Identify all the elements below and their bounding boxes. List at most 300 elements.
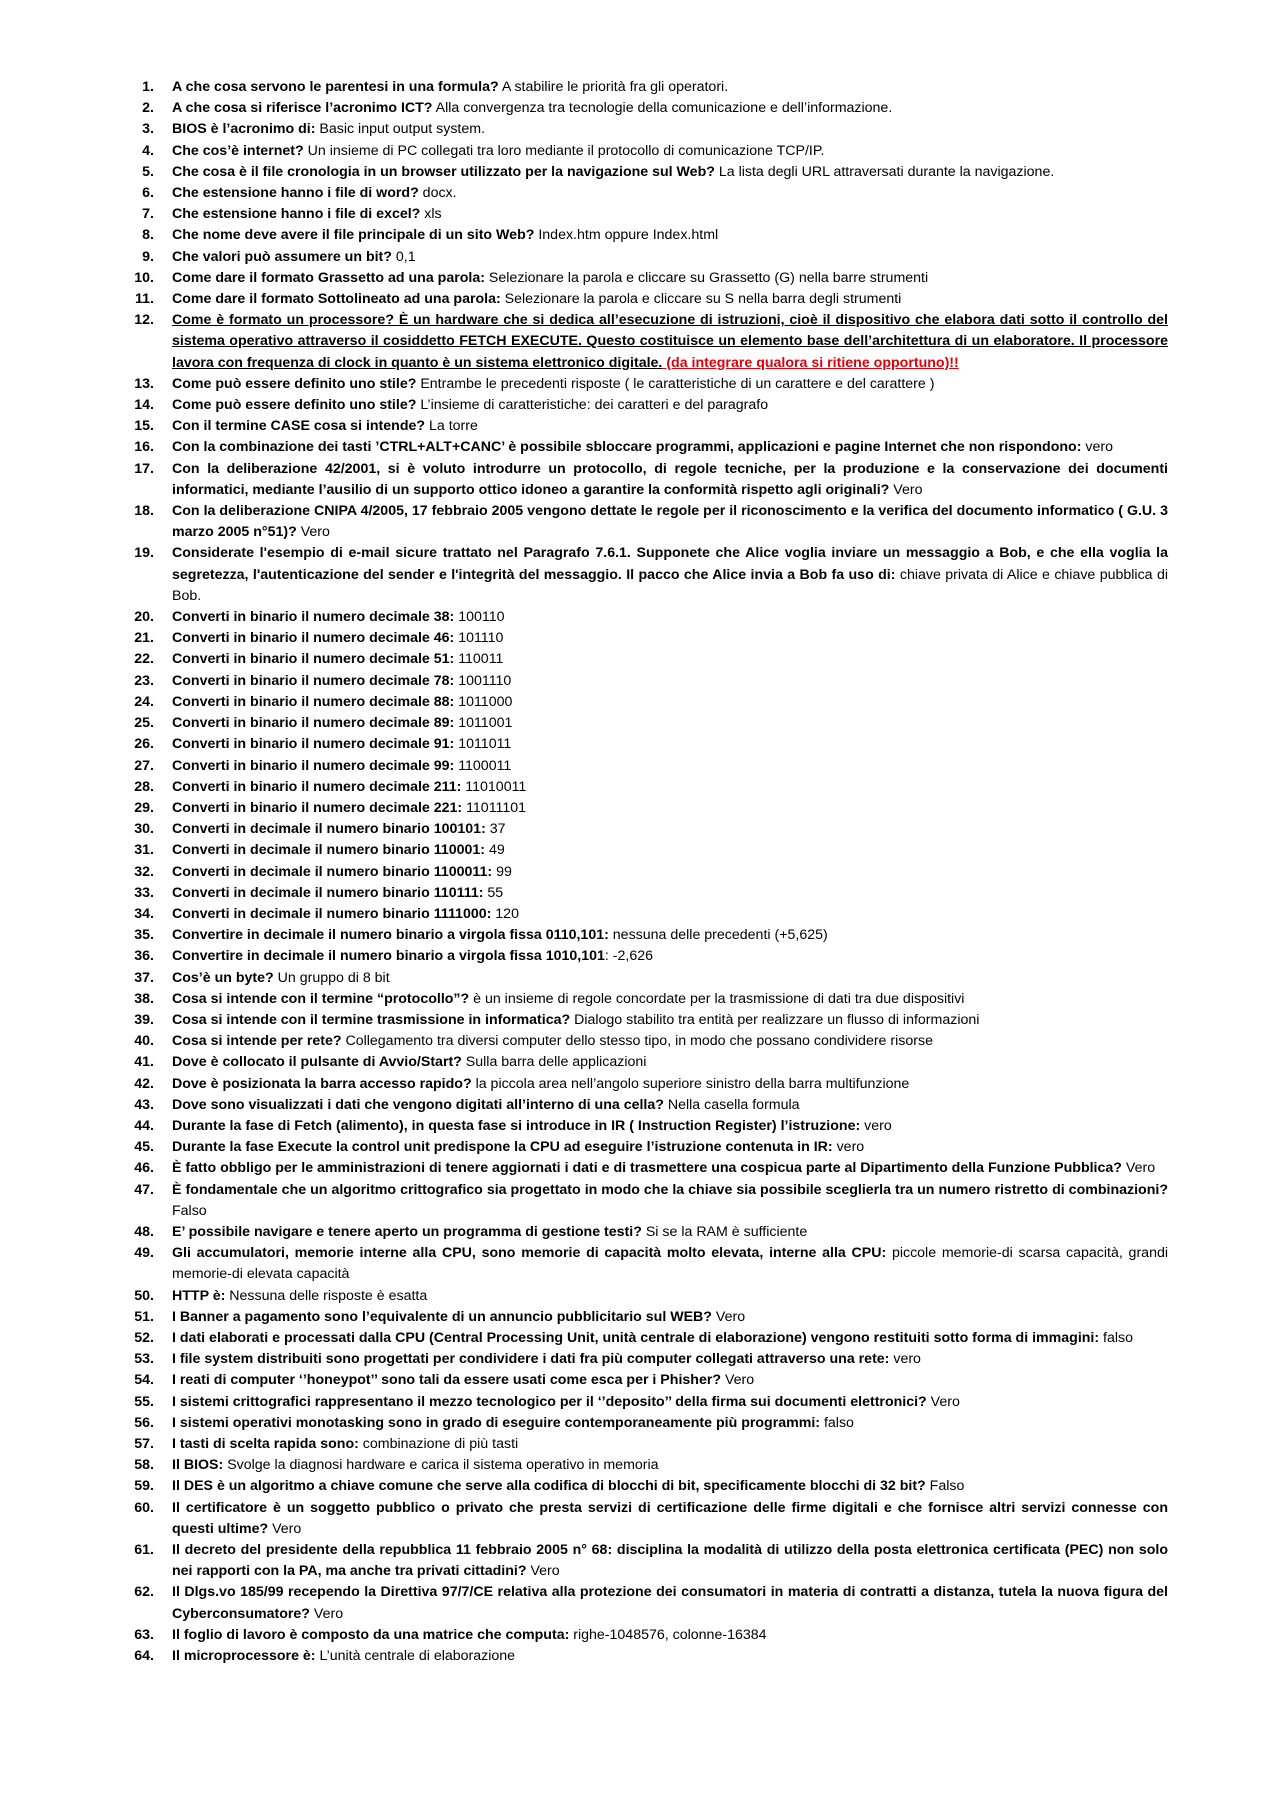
question-text: Converti in binario il numero decimale 88: xyxy=(172,693,455,710)
question-text: Cosa si intende per rete? xyxy=(172,1033,342,1050)
item-number: 50. xyxy=(134,1287,154,1304)
item-number: 40. xyxy=(134,1033,154,1050)
item-text xyxy=(172,649,1168,670)
question-text: Come è formato un processore? È un hardware che si dedica all’esecuzione di istruzioni, cioè il dispositivo che elabora dati sotto il controllo del sistema operativo attraverso il cosiddetto FETCH EXECUTE. Questo costituisce un elemento base dell’architettura di un elaboratore. Il processore lavora con frequenza di clock in quanto è un sistema elettronico digitale. xyxy=(172,312,1168,371)
item-text xyxy=(172,883,1168,904)
list-item xyxy=(108,77,1168,98)
answer-text: : -2,626 xyxy=(604,948,654,965)
question-text: È fatto obbligo per le amministrazioni di tenere aggiornati i dati e di trasmettere una cospicua parte al Dipartimento della Funzione Pubblica? xyxy=(172,1160,1122,1177)
answer-text: 1100011 xyxy=(454,757,512,774)
list-item xyxy=(108,437,1168,458)
item-number: 38. xyxy=(134,990,154,1007)
answer-text: la piccola area nell’angolo superiore sinistro della barra multifunzione xyxy=(471,1075,910,1092)
answer-text: Nessuna delle risposte è esatta xyxy=(225,1287,428,1304)
item-number: 15. xyxy=(134,418,154,435)
item-text xyxy=(172,1370,1168,1391)
answer-text: La torre xyxy=(425,418,478,435)
list-item xyxy=(108,1222,1168,1243)
list-item xyxy=(108,141,1168,162)
question-text: I tasti di scelta rapida sono: xyxy=(172,1436,359,1452)
list-item xyxy=(108,1095,1168,1116)
answer-text: Svolge la diagnosi hardware e carica il sistema operativo in memoria xyxy=(223,1457,659,1474)
item-text xyxy=(172,1540,1168,1582)
item-text xyxy=(172,247,1168,268)
item-number: 47. xyxy=(134,1181,154,1198)
list-item xyxy=(108,395,1168,416)
item-text xyxy=(172,904,1168,925)
item-text xyxy=(172,395,1168,416)
item-text xyxy=(172,310,1168,374)
question-text: Che estensione hanno i file di word? xyxy=(172,185,419,202)
answer-text: Vero xyxy=(711,1308,746,1325)
list-item xyxy=(108,692,1168,713)
answer-text: 120 xyxy=(491,905,519,922)
list-item xyxy=(108,798,1168,819)
item-number: 3. xyxy=(142,121,154,138)
list-item xyxy=(108,713,1168,734)
question-text: Il microprocessore è: xyxy=(172,1648,316,1665)
answer-text: 11011101 xyxy=(462,799,527,816)
question-text: Dove è posizionata la barra accesso rapido? xyxy=(172,1075,472,1092)
question-text: A che cosa si riferisce l’acronimo ICT? xyxy=(172,100,433,117)
answer-text: Vero xyxy=(296,524,330,541)
question-text: Durante la fase di Fetch (alimento), in questa fase si introduce in IR ( Instruction Register) l’istruzione: xyxy=(172,1117,861,1134)
question-text: Converti in binario il numero decimale 91: xyxy=(172,736,455,753)
item-text xyxy=(172,1455,1168,1476)
item-number: 18. xyxy=(134,503,154,520)
qa-document xyxy=(108,77,1168,1667)
question-text: Converti in binario il numero decimale 221: xyxy=(172,799,463,816)
question-text: BIOS è l’acronimo di: xyxy=(172,121,316,138)
list-item xyxy=(108,989,1168,1010)
question-text: Con la combinazione dei tasti ’CTRL+ALT+CANC’ è possibile sbloccare programmi, applicazioni e pagine Internet che non rispondono: xyxy=(172,439,1082,456)
question-text: Converti in binario il numero decimale 89: xyxy=(172,715,455,732)
question-text: E’ possibile navigare e tenere aperto un programma di gestione testi? xyxy=(172,1223,642,1240)
answer-text: Sulla barra delle applicazioni xyxy=(461,1054,647,1071)
list-item xyxy=(108,925,1168,946)
answer-text: 110011 xyxy=(454,651,504,668)
list-item xyxy=(108,1646,1168,1667)
item-text xyxy=(172,798,1168,819)
item-number: 27. xyxy=(134,757,154,774)
question-text: Considerate l'esempio di e-mail sicure trattato nel Paragrafo 7.6.1. Supponete che Alice voglia inviare un messaggio a Bob, e che ella voglia la segretezza, l'autenticazione del sender e l'integrità del messaggio. Il pacco che Alice invia a Bob fa uso di: xyxy=(172,545,1168,583)
list-item xyxy=(108,183,1168,204)
question-text: A che cosa servono le parentesi in una formula? xyxy=(172,79,499,95)
answer-text: Basic input output system. xyxy=(315,121,486,138)
answer-text: vero xyxy=(889,1351,921,1368)
answer-text: Vero xyxy=(268,1520,302,1537)
question-text: Cos’è un byte? xyxy=(172,969,274,986)
answer-text: L’insieme di caratteristiche: dei caratteri e del paragrafo xyxy=(416,397,769,414)
answer-text: 0,1 xyxy=(391,248,416,265)
list-item xyxy=(108,459,1168,501)
answer-text: Alla convergenza tra tecnologie della comunicazione e dell’informazione. xyxy=(432,100,893,117)
item-number: 8. xyxy=(142,227,154,244)
list-item xyxy=(108,119,1168,140)
answer-text: righe-1048576, colonne-16384 xyxy=(569,1626,767,1643)
question-text: Convertire in decimale il numero binario a virgola fissa 1010,101 xyxy=(172,948,605,965)
list-item xyxy=(108,819,1168,840)
item-number: 13. xyxy=(134,375,154,392)
question-text: Il DES è un algoritmo a chiave comune che serve alla codifica di blocchi di bit, specificamente blocchi di 32 bit? xyxy=(172,1478,926,1495)
item-number: 28. xyxy=(134,778,154,795)
item-text xyxy=(172,119,1168,140)
list-item xyxy=(108,628,1168,649)
item-number: 41. xyxy=(134,1054,154,1071)
question-text: Come dare il formato Grassetto ad una parola: xyxy=(172,269,485,286)
item-text xyxy=(172,1286,1168,1307)
list-item xyxy=(108,247,1168,268)
list-item xyxy=(108,946,1168,967)
item-text xyxy=(172,713,1168,734)
answer-text: combinazione di più tasti xyxy=(358,1436,519,1452)
answer-text: vero xyxy=(1081,439,1113,456)
list-item xyxy=(108,374,1168,395)
item-text xyxy=(172,1158,1168,1179)
answer-text: Un insieme di PC collegati tra loro mediante il protocollo di comunicazione TCP/IP. xyxy=(303,142,825,159)
item-number: 63. xyxy=(134,1626,154,1643)
list-item xyxy=(108,416,1168,437)
item-text xyxy=(172,1243,1168,1285)
item-text xyxy=(172,374,1168,395)
item-number: 51. xyxy=(134,1308,154,1325)
item-text xyxy=(172,777,1168,798)
item-text xyxy=(172,607,1168,628)
list-item xyxy=(108,1052,1168,1073)
answer-text: chiave privata di Alice e chiave pubblica di Bob. xyxy=(172,566,1169,604)
question-text: È fondamentale che un algoritmo crittografico sia progettato in modo che la chiave sia possibile sceglierla tra un numero ristretto di combinazioni? xyxy=(172,1181,1168,1198)
item-number: 56. xyxy=(134,1414,154,1431)
item-number: 19. xyxy=(134,545,154,562)
item-text xyxy=(172,183,1168,204)
item-text xyxy=(172,1413,1168,1434)
item-text xyxy=(172,225,1168,246)
list-item xyxy=(108,671,1168,692)
answer-text: è un insieme di regole concordate per la trasmissione di dati tra due dispositivi xyxy=(469,990,965,1007)
item-text xyxy=(172,1031,1168,1052)
answer-text: 1001110 xyxy=(454,672,512,689)
item-text xyxy=(172,1476,1168,1497)
question-text: Converti in binario il numero decimale 38: xyxy=(172,609,455,626)
answer-text: xls xyxy=(420,206,442,223)
item-text xyxy=(172,819,1168,840)
list-item xyxy=(108,904,1168,925)
list-item xyxy=(108,204,1168,225)
item-number: 1. xyxy=(142,79,154,95)
question-text: Il BIOS: xyxy=(172,1457,224,1474)
question-text: Converti in decimale il numero binario 110001: xyxy=(172,842,486,859)
item-number: 53. xyxy=(134,1351,154,1368)
answer-text: Vero xyxy=(1121,1160,1156,1177)
question-text: Converti in binario il numero decimale 51: xyxy=(172,651,455,668)
item-text xyxy=(172,692,1168,713)
item-text xyxy=(172,1180,1168,1222)
answer-text: L’unità centrale di elaborazione xyxy=(315,1648,516,1665)
answer-text: Nella casella formula xyxy=(663,1096,800,1113)
question-text: Converti in decimale il numero binario 100101: xyxy=(172,821,486,838)
list-item xyxy=(108,1392,1168,1413)
item-number: 11. xyxy=(135,291,154,308)
item-number: 64. xyxy=(134,1648,154,1665)
item-number: 25. xyxy=(134,715,154,732)
item-text xyxy=(172,1222,1168,1243)
question-text: I dati elaborati e processati dalla CPU (Central Processing Unit, unità centrale di elaborazione) vengono restituiti sotto forma di immagini: xyxy=(172,1329,1100,1346)
question-text: Converti in binario il numero decimale 211: xyxy=(172,778,462,795)
item-text xyxy=(172,671,1168,692)
list-item xyxy=(108,98,1168,119)
item-number: 32. xyxy=(134,863,154,880)
list-item xyxy=(108,1370,1168,1391)
item-number: 22. xyxy=(134,651,154,668)
answer-text: 1011000 xyxy=(454,693,513,710)
answer-text: La lista degli URL attraversati durante la navigazione. xyxy=(714,163,1055,180)
item-number: 34. xyxy=(134,905,154,922)
item-number: 62. xyxy=(134,1584,154,1601)
question-text: Gli accumulatori, memorie interne alla CPU, sono memorie di capacità molto elevata, interne alla CPU: xyxy=(172,1245,887,1262)
item-text xyxy=(172,946,1168,967)
item-number: 24. xyxy=(134,693,154,710)
answer-text: Selezionare la parola e cliccare su S nella barra degli strumenti xyxy=(500,291,902,308)
answer-text: docx. xyxy=(418,185,457,202)
answer-text: A stabilire le priorità fra gli operatori. xyxy=(498,79,729,95)
item-number: 60. xyxy=(134,1499,154,1516)
answer-text: 101110 xyxy=(454,630,504,647)
item-text xyxy=(172,543,1168,607)
answer-text: 55 xyxy=(483,884,504,901)
item-text xyxy=(172,268,1168,289)
question-text: Il foglio di lavoro è composto da una matrice che computa: xyxy=(172,1626,570,1643)
item-number: 46. xyxy=(134,1160,154,1177)
item-number: 20. xyxy=(134,609,154,626)
item-text xyxy=(172,289,1168,310)
item-number: 4. xyxy=(142,142,154,159)
list-item xyxy=(108,840,1168,861)
item-number: 30. xyxy=(134,821,154,838)
question-text: Converti in binario il numero decimale 78: xyxy=(172,672,455,689)
question-text: Converti in decimale il numero binario 110111: xyxy=(172,884,484,901)
item-number: 16. xyxy=(134,439,154,456)
item-text xyxy=(172,204,1168,225)
list-item xyxy=(108,883,1168,904)
item-number: 7. xyxy=(142,206,154,223)
item-number: 10. xyxy=(134,269,154,286)
item-text xyxy=(172,162,1168,183)
item-number: 23. xyxy=(134,672,154,689)
list-item xyxy=(108,1413,1168,1434)
answer-text: Entrambe le precedenti risposte ( le caratteristiche di un carattere e del carattere ) xyxy=(416,375,935,392)
question-text: Durante la fase Execute la control unit predispone la CPU ad eseguire l’istruzione contenuta in IR: xyxy=(172,1139,833,1156)
answer-text: Falso xyxy=(172,1202,207,1219)
question-text: Dove sono visualizzati i dati che vengono digitati all’interno di una cella? xyxy=(172,1096,664,1113)
item-text xyxy=(172,416,1168,437)
item-text xyxy=(172,141,1168,162)
item-text xyxy=(172,1137,1168,1158)
item-number: 44. xyxy=(134,1117,154,1134)
item-text xyxy=(172,1434,1168,1455)
answer-text: 49 xyxy=(485,842,505,859)
answer-text: Vero xyxy=(721,1372,755,1389)
list-item xyxy=(108,289,1168,310)
question-text: Dove è collocato il pulsante di Avvio/Start? xyxy=(172,1054,462,1071)
item-number: 29. xyxy=(134,799,154,816)
question-text: Come dare il formato Sottolineato ad una parola: xyxy=(172,291,501,308)
list-item xyxy=(108,501,1168,543)
item-text xyxy=(172,1010,1168,1031)
item-number: 35. xyxy=(134,927,154,944)
item-number: 54. xyxy=(134,1372,154,1389)
answer-text: 99 xyxy=(492,863,512,880)
list-item xyxy=(108,968,1168,989)
question-text: Converti in decimale il numero binario 1111000: xyxy=(172,905,492,922)
item-number: 43. xyxy=(134,1096,154,1113)
question-text: Con la deliberazione CNIPA 4/2005, 17 febbraio 2005 vengono dettate le regole per il riconoscimento e la verifica del documento informatico ( G.U. 3 marzo 2005 n°51)? xyxy=(172,503,1168,541)
question-text: I sistemi operativi monotasking sono in grado di eseguire contemporaneamente più programmi: xyxy=(172,1414,821,1431)
item-text xyxy=(172,628,1168,649)
list-item xyxy=(108,1540,1168,1582)
item-text xyxy=(172,98,1168,119)
item-text xyxy=(172,437,1168,458)
item-number: 55. xyxy=(134,1393,154,1410)
answer-text: Selezionare la parola e cliccare su Grassetto (G) nella barre strumenti xyxy=(484,269,929,286)
item-text xyxy=(172,1095,1168,1116)
item-text xyxy=(172,968,1168,989)
answer-text: vero xyxy=(832,1139,865,1156)
answer-text: Vero xyxy=(889,481,923,498)
item-text xyxy=(172,756,1168,777)
list-item xyxy=(108,225,1168,246)
answer-text: vero xyxy=(860,1117,892,1134)
item-text xyxy=(172,1307,1168,1328)
question-text: Con la deliberazione 42/2001, si è voluto introdurre un protocollo, di regole tecniche, per la produzione e la conservazione dei documenti informatici, mediante l’ausilio di un supporto ottico idoneo a garantire la conformità rispetto agli originali? xyxy=(172,460,1168,498)
question-text: Come può essere definito uno stile? xyxy=(172,375,417,392)
list-item xyxy=(108,1286,1168,1307)
item-number: 5. xyxy=(142,163,154,180)
item-text xyxy=(172,989,1168,1010)
list-item xyxy=(108,268,1168,289)
list-item xyxy=(108,310,1168,374)
item-number: 6. xyxy=(142,185,154,202)
item-number: 52. xyxy=(134,1329,154,1346)
answer-text: 11010011 xyxy=(461,778,527,795)
question-text: Converti in binario il numero decimale 99: xyxy=(172,757,455,774)
answer-text: Vero xyxy=(526,1563,560,1580)
item-number: 48. xyxy=(134,1223,154,1240)
list-item xyxy=(108,756,1168,777)
item-text xyxy=(172,1498,1168,1540)
list-item xyxy=(108,734,1168,755)
item-number: 37. xyxy=(134,969,154,986)
list-item xyxy=(108,1074,1168,1095)
item-number: 36. xyxy=(134,948,154,965)
answer-text: piccole memorie-di scarsa capacità, grandi memorie-di elevata capacità xyxy=(172,1245,1168,1283)
answer-text: Si se la RAM è sufficiente xyxy=(641,1223,808,1240)
item-text xyxy=(172,1349,1168,1370)
list-item xyxy=(108,1434,1168,1455)
question-text: Che valori può assumere un bit? xyxy=(172,248,392,265)
question-text: Che cosa è il file cronologia in un browser utilizzato per la navigazione sul Web? xyxy=(172,163,715,180)
question-text: I file system distribuiti sono progettati per condividere i dati fra più computer collegati attraverso una rete: xyxy=(172,1351,890,1368)
item-number: 57. xyxy=(134,1436,154,1452)
list-item xyxy=(108,1137,1168,1158)
question-text: Con il termine CASE cosa si intende? xyxy=(172,418,426,435)
list-item xyxy=(108,1031,1168,1052)
answer-text: 1011011 xyxy=(454,736,512,753)
list-item xyxy=(108,1476,1168,1497)
answer-text: falso xyxy=(1099,1329,1134,1346)
item-number: 14. xyxy=(134,397,154,414)
item-text xyxy=(172,77,1168,98)
list-item xyxy=(108,1625,1168,1646)
answer-text: 100110 xyxy=(454,609,505,626)
question-text: Il decreto del presidente della repubblica 11 febbraio 2005 n° 68: disciplina la modalità di utilizzo della posta elettronica certificata (PEC) non solo nei rapporti con la PA, ma anche tra privati cittadini? xyxy=(172,1542,1168,1580)
list-item xyxy=(108,1582,1168,1624)
item-text xyxy=(172,862,1168,883)
list-item xyxy=(108,1010,1168,1031)
question-text: Converti in decimale il numero binario 1100011: xyxy=(172,863,493,880)
question-text: HTTP è: xyxy=(172,1287,226,1304)
answer-text: 1011001 xyxy=(454,715,513,732)
question-text: Convertire in decimale il numero binario a virgola fissa 0110,101: xyxy=(172,927,609,944)
item-text xyxy=(172,501,1168,543)
item-text xyxy=(172,840,1168,861)
item-text xyxy=(172,1625,1168,1646)
answer-text: Vero xyxy=(309,1605,344,1622)
item-number: 9. xyxy=(142,248,154,265)
item-text xyxy=(172,734,1168,755)
item-number: 26. xyxy=(134,736,154,753)
item-text xyxy=(172,1074,1168,1095)
question-text: Come può essere definito uno stile? xyxy=(172,397,417,414)
item-text xyxy=(172,1116,1168,1137)
answer-text: Index.htm oppure Index.html xyxy=(534,227,719,244)
list-item xyxy=(108,1158,1168,1179)
question-text: Il Dlgs.vo 185/99 recependo la Direttiva 97/7/CE relativa alla protezione dei consumatori in materia di contratti a distanza, tutela la nuova figura del Cyberconsumatore? xyxy=(172,1584,1168,1622)
item-number: 59. xyxy=(134,1478,154,1495)
item-text xyxy=(172,1582,1168,1624)
question-text: Il certificatore è un soggetto pubblico o privato che presta servizi di certificazione delle firme digitali e che fornisce altri servizi connesse con questi ultime? xyxy=(172,1499,1168,1537)
item-number: 42. xyxy=(134,1075,154,1092)
answer-text: nessuna delle precedenti (+5,625) xyxy=(608,927,828,944)
item-text xyxy=(172,459,1168,501)
question-text: I sistemi crittografici rappresentano il mezzo tecnologico per il ‘’deposito’’ della firma sui documenti elettronici? xyxy=(172,1393,927,1410)
editor-note: (da integrare qualora si ritiene opportuno)!! xyxy=(662,354,959,371)
answer-text: Dialogo stabilito tra entità per realizzare un flusso di informazioni xyxy=(570,1011,980,1028)
item-text xyxy=(172,1052,1168,1073)
item-number: 58. xyxy=(134,1457,154,1474)
item-number: 2. xyxy=(142,100,154,117)
list-item xyxy=(108,1498,1168,1540)
item-number: 12. xyxy=(134,312,154,329)
question-text: Che nome deve avere il file principale di un sito Web? xyxy=(172,227,535,244)
question-text: I reati di computer ‘’honeypot’’ sono tali da essere usati come esca per i Phisher? xyxy=(172,1372,722,1389)
list-item xyxy=(108,1116,1168,1137)
item-number: 17. xyxy=(134,460,154,477)
list-item xyxy=(108,777,1168,798)
item-text xyxy=(172,1392,1168,1413)
item-number: 33. xyxy=(134,884,154,901)
question-text: Cosa si intende con il termine “protocollo”? xyxy=(172,990,470,1007)
list-item xyxy=(108,1243,1168,1285)
list-item xyxy=(108,607,1168,628)
question-text: Converti in binario il numero decimale 46: xyxy=(172,630,455,647)
item-text xyxy=(172,925,1168,946)
list-item xyxy=(108,649,1168,670)
list-item xyxy=(108,543,1168,607)
list-item xyxy=(108,862,1168,883)
item-text xyxy=(172,1646,1168,1667)
answer-text: Un gruppo di 8 bit xyxy=(273,969,390,986)
item-number: 45. xyxy=(134,1139,154,1156)
